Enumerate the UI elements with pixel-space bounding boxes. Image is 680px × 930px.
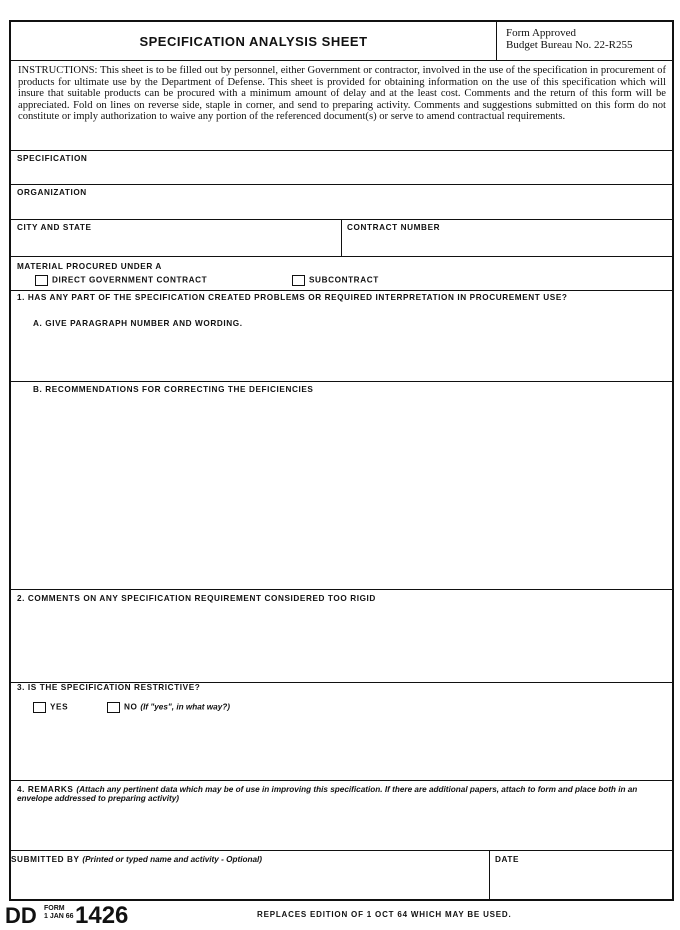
direct-government-option[interactable] <box>35 275 207 286</box>
question-1-section[interactable] <box>11 291 672 382</box>
submitted-by-note: (Printed or typed name and activity - Optional) <box>82 855 263 864</box>
question-2-label: 2. COMMENTS ON ANY SPECIFICATION REQUIREMENT CONSIDERED TOO RIGID <box>17 594 376 603</box>
question-1-text: 1. HAS ANY PART OF THE SPECIFICATION CREATED PROBLEMS OR REQUIRED INTERPRETATION IN PROCUREMENT USE? <box>17 293 568 302</box>
remarks-block <box>17 785 671 803</box>
no-label: NO <box>124 702 138 712</box>
subcontract-label: SUBCONTRACT <box>309 275 379 285</box>
date-label[interactable]: DATE <box>495 855 520 864</box>
instructions-text: INSTRUCTIONS: This sheet is to be filled out by personnel, either Government or contractor, involved in the use of the specification in procurement of products for ultimate use by the Department of Defense. This sheet is provided for obtaining information on the use of this specification which will insure that suitable products can be procured with a minimum amount of delay and at the least cost. Comments and the return of this form will be appreciated. Fold on lines on reverse side, staple in corner, and send to preparing activity. Comments and suggestions submitted on this form do not constitute or imply authorization to waive any portion of the referenced document(s) or serve to amend contractual requirements. <box>18 65 666 123</box>
divider <box>341 220 342 256</box>
replaces-note: REPLACES EDITION OF 1 OCT 64 WHICH MAY BE USED. <box>257 910 512 919</box>
yes-label: YES <box>50 702 69 712</box>
form-word: FORM <box>44 905 65 912</box>
question-3-section <box>11 683 672 781</box>
material-procured-row <box>11 257 672 291</box>
remarks-section[interactable] <box>11 781 672 851</box>
remarks-label: 4. REMARKS <box>17 785 74 794</box>
subcontract-checkbox[interactable] <box>292 275 305 286</box>
question-3-label: 3. IS THE SPECIFICATION RESTRICTIVE? <box>17 683 201 692</box>
divider <box>489 851 490 899</box>
approval-block <box>506 27 632 51</box>
question-2-section[interactable] <box>11 590 672 683</box>
question-1a-label: A. GIVE PARAGRAPH NUMBER AND WORDING. <box>33 319 243 328</box>
remarks-note: (Attach any pertinent data which may be of use in improving this specification. If there are additional papers, attach to form and place both in an envelope addressed to preparing activity) <box>17 785 638 803</box>
form-word-block <box>44 905 74 921</box>
direct-government-checkbox[interactable] <box>35 275 48 286</box>
form-header <box>11 22 672 61</box>
instructions-section <box>11 61 672 151</box>
specification-field[interactable] <box>11 151 672 185</box>
organization-label: ORGANIZATION <box>17 188 87 197</box>
subcontract-option[interactable] <box>292 275 379 286</box>
specification-label: SPECIFICATION <box>17 154 88 163</box>
form-footer <box>5 902 675 929</box>
specification-analysis-form <box>9 20 674 901</box>
approval-line-1: Form Approved <box>506 27 576 39</box>
yes-option[interactable] <box>33 702 68 713</box>
form-date: 1 JAN 66 <box>44 913 74 920</box>
contract-number-label: CONTRACT NUMBER <box>347 223 441 232</box>
city-state-label: CITY AND STATE <box>17 223 92 232</box>
dd-mark: DD <box>5 903 37 928</box>
submitted-by-label: SUBMITTED BY <box>11 855 80 864</box>
submitted-row <box>11 851 672 899</box>
recommendations-label: B. RECOMMENDATIONS FOR CORRECTING THE DEFICIENCIES <box>33 385 314 394</box>
direct-government-label: DIRECT GOVERNMENT CONTRACT <box>52 275 208 285</box>
no-checkbox[interactable] <box>107 702 120 713</box>
form-number: 1426 <box>75 902 129 929</box>
no-option[interactable] <box>107 702 230 713</box>
yes-checkbox[interactable] <box>33 702 46 713</box>
form-title: SPECIFICATION ANALYSIS SHEET <box>11 22 497 60</box>
recommendations-section[interactable] <box>11 382 672 590</box>
material-procured-label: MATERIAL PROCURED UNDER A <box>17 262 162 271</box>
submitted-by-block[interactable] <box>11 855 262 864</box>
approval-line-2: Budget Bureau No. 22-R255 <box>506 39 633 51</box>
no-note: (If "yes", in what way?) <box>140 702 231 712</box>
city-contract-row <box>11 220 672 257</box>
organization-field[interactable] <box>11 185 672 220</box>
